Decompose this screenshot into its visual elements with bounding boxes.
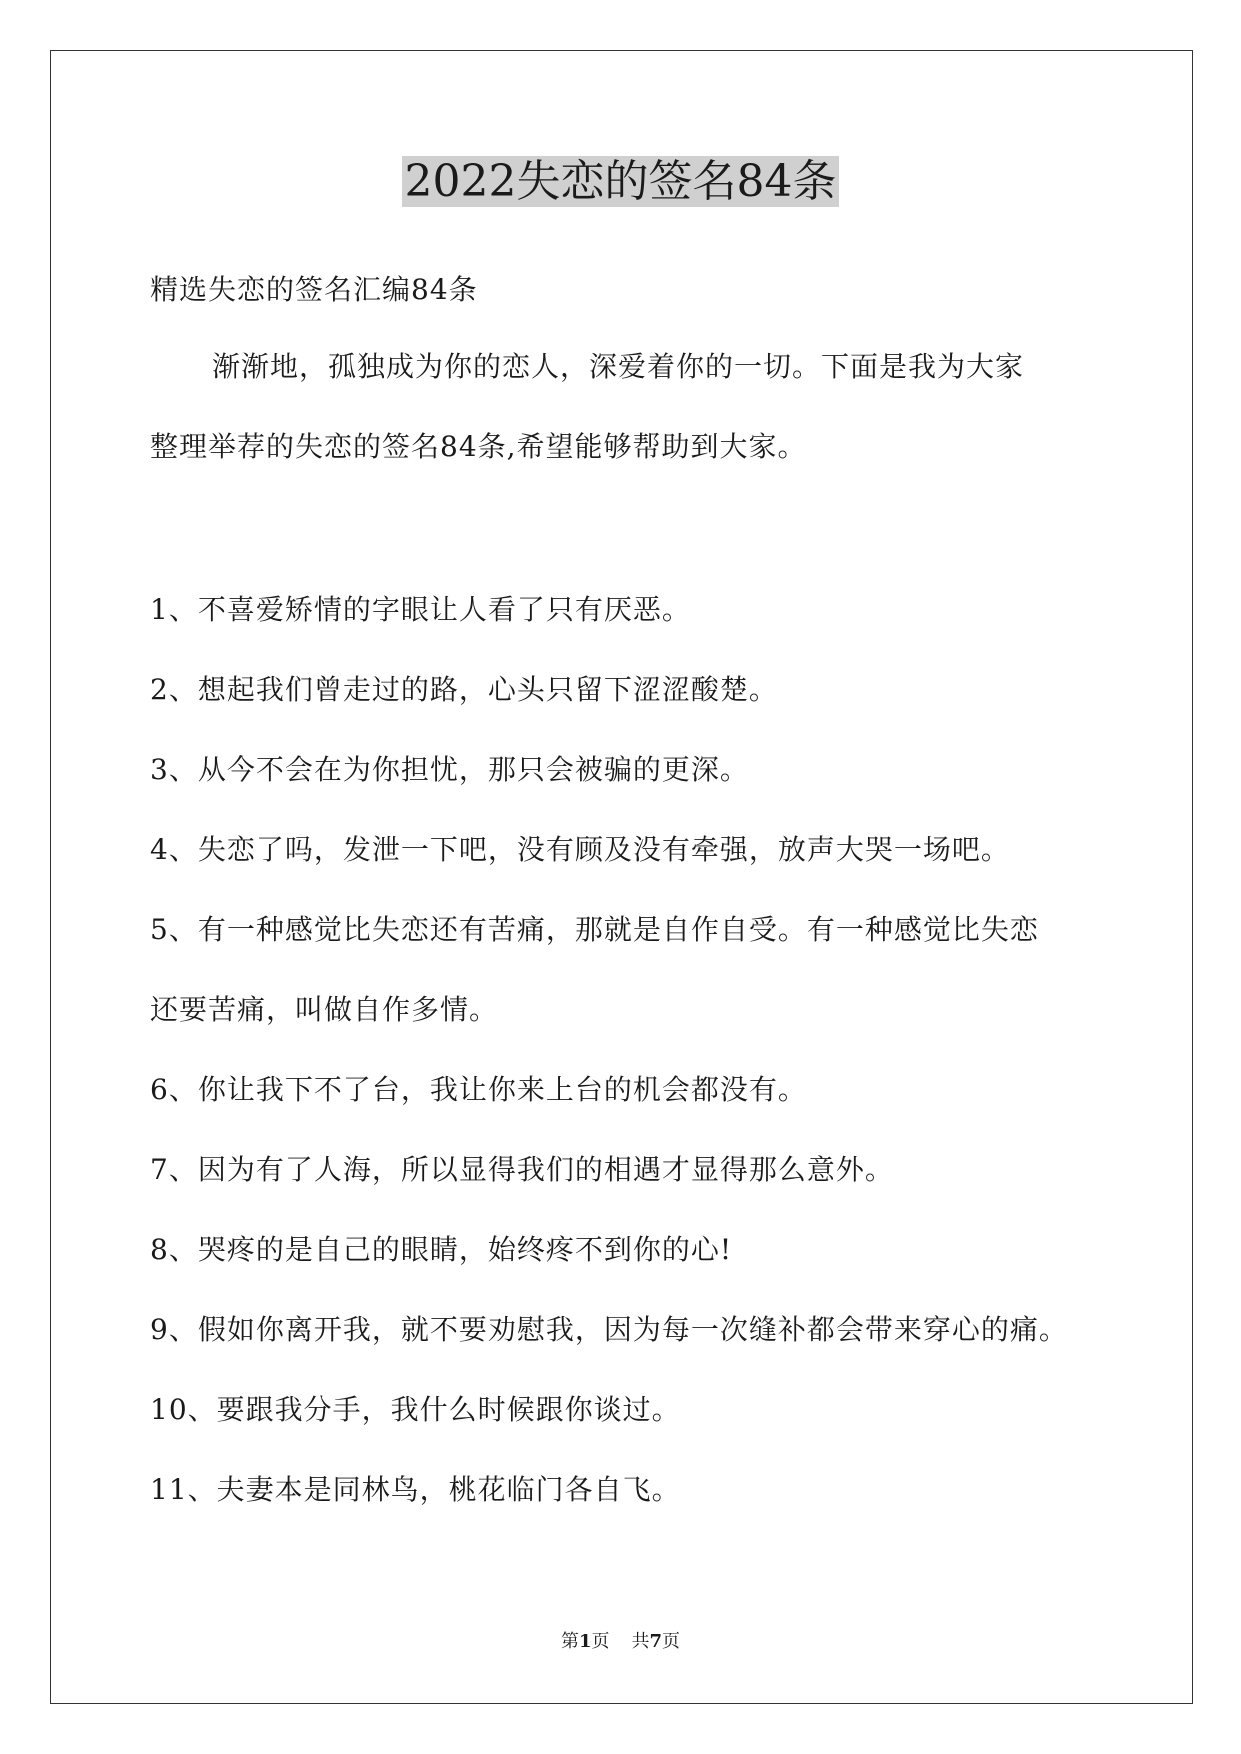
list-item-continuation: 还要苦痛，叫做自作多情。 xyxy=(150,993,499,1026)
list-item: 1、不喜爱矫情的字眼让人看了只有厌恶。 xyxy=(150,593,691,626)
list-item: 8、哭疼的是自己的眼睛，始终疼不到你的心! xyxy=(150,1233,733,1266)
list-item: 10、要跟我分手，我什么时候跟你谈过。 xyxy=(150,1393,681,1426)
footer-page-total: 7 xyxy=(649,1631,663,1652)
list-item: 2、想起我们曾走过的路，心头只留下涩涩酸楚。 xyxy=(150,673,778,706)
footer-total-suffix: 页 xyxy=(662,1631,681,1652)
intro-paragraph-line-1: 渐渐地，孤独成为你的恋人，深爱着你的一切。下面是我为大家 xyxy=(212,350,1025,383)
list-item: 3、从今不会在为你担忧，那只会被骗的更深。 xyxy=(150,753,749,786)
document-title xyxy=(0,152,1241,212)
list-item: 7、因为有了人海，所以显得我们的相遇才显得那么意外。 xyxy=(150,1153,894,1186)
list-item: 6、你让我下不了台，我让你来上台的机会都没有。 xyxy=(150,1073,807,1106)
list-item: 4、失恋了吗，发泄一下吧，没有顾及没有牵强，放声大哭一场吧。 xyxy=(150,833,1010,866)
document-title-text: 2022失恋的签名84条 xyxy=(402,156,840,207)
footer-page-suffix: 页 xyxy=(591,1631,610,1652)
intro-paragraph-line-2: 整理举荐的失恋的签名84条,希望能够帮助到大家。 xyxy=(150,430,807,463)
list-item: 5、有一种感觉比失恋还有苦痛，那就是自作自受。有一种感觉比失恋 xyxy=(150,913,1039,946)
list-item: 9、假如你离开我，就不要劝慰我，因为每一次缝补都会带来穿心的痛。 xyxy=(150,1313,1068,1346)
page-footer xyxy=(0,1630,1241,1654)
footer-total-prefix: 共 xyxy=(631,1631,650,1652)
footer-page-current: 1 xyxy=(578,1631,592,1652)
list-item: 11、夫妻本是同林鸟，桃花临门各自飞。 xyxy=(150,1473,681,1506)
footer-page-prefix: 第 xyxy=(560,1631,579,1652)
document-subtitle: 精选失恋的签名汇编84条 xyxy=(150,273,478,306)
